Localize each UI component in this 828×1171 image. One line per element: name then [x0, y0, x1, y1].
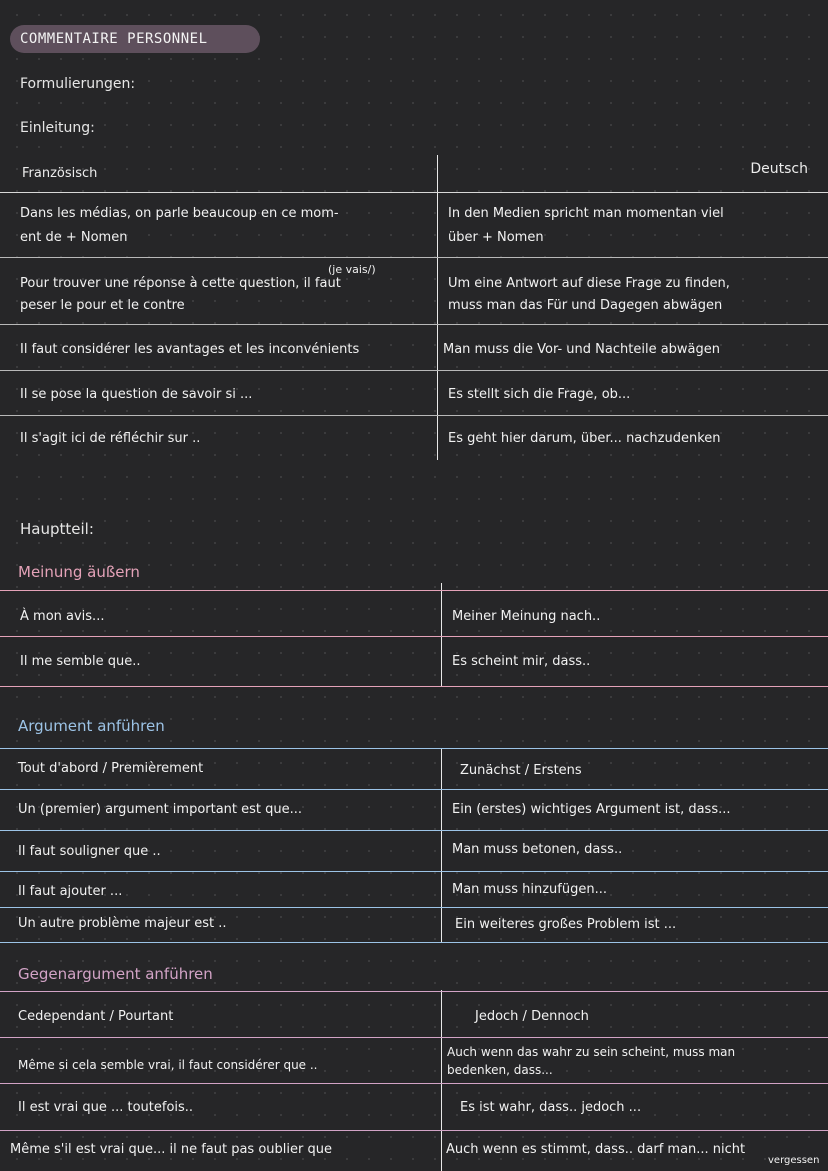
column-divider [441, 990, 442, 1171]
table-row-german: Man muss betonen, dass.. [452, 842, 623, 857]
table-row-french: Il me semble que.. [20, 654, 141, 669]
table-row-french: Il faut considérer les avantages et les inconvénients [20, 342, 360, 357]
table-row-french: Tout d'abord / Premièrement [18, 761, 204, 776]
table-row-german: Es geht hier darum, über... nachzudenken [448, 431, 721, 446]
table-row-french: Pour trouver une réponse à cette question, il faut [20, 276, 341, 291]
table-row-french: Il s'agit ici de réfléchir sur .. [20, 431, 201, 446]
section-badge: COMMENTAIRE PERSONNEL [10, 25, 260, 53]
table-row-french: À mon avis... [20, 609, 105, 624]
table-row-french: Il est vrai que ... toutefois.. [18, 1100, 194, 1115]
table-row-french: ent de + Nomen [20, 230, 128, 245]
table-row-french: Il faut ajouter ... [18, 884, 123, 899]
table-row-german: Es ist wahr, dass.. jedoch ... [460, 1100, 642, 1115]
table-row-german: Jedoch / Dennoch [475, 1009, 589, 1024]
divider [0, 590, 828, 591]
table-row-german: Es stellt sich die Frage, ob... [448, 387, 631, 402]
table-row-german: Zunächst / Erstens [460, 763, 582, 778]
section-title-meinung: Meinung äußern [18, 563, 140, 581]
table-row-french: peser le pour et le contre [20, 298, 185, 313]
column-header-french: Französisch [22, 166, 98, 181]
divider [0, 257, 828, 258]
divider [0, 789, 828, 790]
divider [0, 942, 828, 943]
divider [0, 871, 828, 872]
table-row-german: Auch wenn es stimmt, dass.. darf man... nicht [446, 1142, 746, 1157]
formulierungen-label: Formulierungen: [20, 76, 136, 92]
table-row-french: Un autre problème majeur est .. [18, 916, 227, 931]
table-row-german: Ein weiteres großes Problem ist ... [455, 917, 677, 932]
section-title-argument: Argument anführen [18, 717, 165, 735]
table-row-french: Même s'il est vrai que... il ne faut pas oublier que [10, 1142, 332, 1157]
table-row-german: Meiner Meinung nach.. [452, 609, 601, 624]
divider [0, 192, 828, 193]
section-title-gegen: Gegenargument anführen [18, 965, 213, 983]
divider [0, 1130, 828, 1131]
divider [0, 1037, 828, 1038]
divider [0, 830, 828, 831]
column-divider [441, 583, 442, 687]
divider [0, 686, 828, 687]
table-row-german: über + Nomen [448, 230, 544, 245]
column-divider [441, 748, 442, 943]
einleitung-label: Einleitung: [20, 120, 95, 136]
table-row-german: Man muss die Vor- und Nachteile abwägen [443, 342, 720, 357]
divider [0, 415, 828, 416]
table-row-french: Même si cela semble vrai, il faut considérer que .. [18, 1058, 318, 1072]
table-row-french: Un (premier) argument important est que... [18, 802, 303, 817]
divider [0, 991, 828, 992]
divider [0, 324, 828, 325]
table-row-german: vergessen [768, 1155, 820, 1166]
divider [0, 907, 828, 908]
table-row-german: Ein (erstes) wichtiges Argument ist, dass... [452, 802, 731, 817]
annotation: (je vais/) [328, 263, 376, 276]
table-row-french: Cedependant / Pourtant [18, 1009, 174, 1024]
table-row-german: Um eine Antwort auf diese Frage zu finden, [448, 276, 730, 291]
table-row-german: Auch wenn das wahr zu sein scheint, muss man [447, 1045, 736, 1059]
divider [0, 370, 828, 371]
hauptteil-label: Hauptteil: [20, 520, 94, 538]
table-row-german: bedenken, dass... [447, 1063, 553, 1077]
divider [0, 748, 828, 749]
table-row-german: muss man das Für und Dagegen abwägen [448, 298, 723, 313]
table-row-german: In den Medien spricht man momentan viel [448, 206, 724, 221]
table-row-french: Il se pose la question de savoir si ... [20, 387, 253, 402]
divider [0, 1083, 828, 1084]
table-row-french: Dans les médias, on parle beaucoup en ce mom- [20, 206, 339, 221]
table-row-french: Il faut souligner que .. [18, 844, 161, 859]
divider [0, 636, 828, 637]
table-row-german: Man muss hinzufügen... [452, 882, 607, 897]
column-header-german: Deutsch [750, 161, 808, 177]
table-row-german: Es scheint mir, dass.. [452, 654, 591, 669]
